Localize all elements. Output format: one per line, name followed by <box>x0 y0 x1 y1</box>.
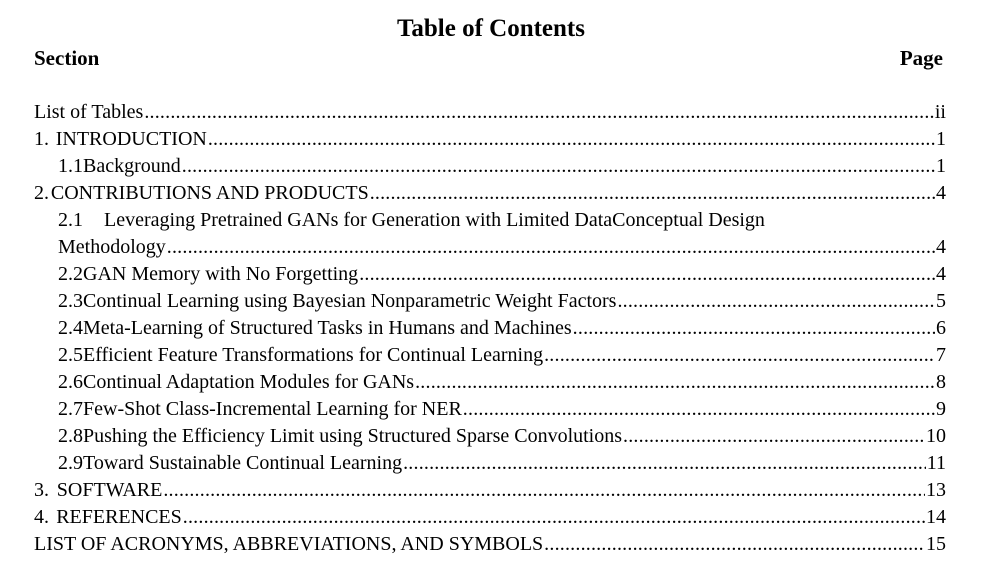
toc-entry-page: ii <box>934 101 946 123</box>
page-title: Table of Contents <box>397 15 585 42</box>
toc-entry-number: 2.7 <box>58 398 83 420</box>
toc-entry-page: 11 <box>926 452 946 474</box>
toc-entry-meta-learning[interactable] <box>0 315 989 342</box>
toc-entry-page: 10 <box>926 425 946 447</box>
toc-entry-title: SOFTWARE <box>56 479 163 501</box>
toc-entry-page: 9 <box>936 398 946 420</box>
toc-entry-page: 6 <box>936 317 946 339</box>
toc-entry-contributions[interactable] <box>0 180 989 207</box>
dot-leader <box>403 450 926 477</box>
toc-entry-sustainable-continual-learning[interactable] <box>0 450 989 477</box>
toc-entry-title: CONTRIBUTIONS AND PRODUCTS <box>50 182 369 204</box>
toc-entry-page: 14 <box>926 506 946 528</box>
toc-list <box>0 99 989 558</box>
toc-entry-list-of-acronyms[interactable] <box>0 531 989 558</box>
dot-leader <box>463 396 935 423</box>
toc-entry-page: 4 <box>936 263 946 285</box>
toc-entry-leveraging-pretrained-gans[interactable] <box>0 207 989 261</box>
toc-entry-title: Background <box>83 155 181 177</box>
toc-entry-page: 5 <box>936 290 946 312</box>
toc-entry-page: 4 <box>936 182 946 204</box>
toc-entry-title: GAN Memory with No Forgetting <box>83 263 359 285</box>
toc-entry-title: List of Tables <box>34 101 144 123</box>
page-column-header: Page <box>899 46 943 70</box>
toc-entry-page: 7 <box>936 344 946 366</box>
toc-entry-number: 4. <box>34 506 49 528</box>
toc-entry-efficient-feature-transformations[interactable] <box>0 342 989 369</box>
toc-entry-number: 2.5 <box>58 344 83 366</box>
dot-leader <box>359 261 935 288</box>
toc-entry-introduction[interactable] <box>0 126 989 153</box>
toc-entry-continual-learning-bayesian[interactable] <box>0 288 989 315</box>
toc-entry-number: 2.6 <box>58 371 83 393</box>
toc-entry-page: 8 <box>936 371 946 393</box>
toc-entry-number: 2. <box>34 182 49 204</box>
toc-entry-page: 4 <box>936 236 946 258</box>
toc-entry-references[interactable] <box>0 504 989 531</box>
toc-entry-number: 1. <box>34 128 49 150</box>
toc-entry-title: Toward Sustainable Continual Learning <box>83 452 403 474</box>
toc-entry-title: LIST OF ACRONYMS, ABBREVIATIONS, AND SYMBOLS <box>34 533 544 555</box>
toc-entry-title: Meta-Learning of Structured Tasks in Humans and Machines <box>83 317 572 339</box>
section-column-header: Section <box>34 46 100 70</box>
toc-entry-page: 13 <box>926 479 946 501</box>
toc-entry-title: INTRODUCTION <box>55 128 207 150</box>
toc-entry-first-line <box>58 207 765 234</box>
toc-entry-title: Pushing the Efficiency Limit using Structured Sparse Convolutions <box>83 425 623 447</box>
dot-leader <box>208 126 935 153</box>
dot-leader <box>182 153 935 180</box>
toc-entry-title-line1: Leveraging Pretrained GANs for Generation with Limited DataConceptual Design <box>104 209 765 231</box>
toc-entry-number: 2.2 <box>58 263 83 285</box>
toc-entry-title: Continual Learning using Bayesian Nonparametric Weight Factors <box>83 290 617 312</box>
dot-leader <box>544 342 935 369</box>
toc-entry-title-line2: Methodology <box>58 236 166 258</box>
toc-entry-number: 2.8 <box>58 425 83 447</box>
toc-entry-software[interactable] <box>0 477 989 504</box>
dot-leader <box>573 315 935 342</box>
dot-leader <box>167 234 935 261</box>
dot-leader <box>144 99 934 126</box>
toc-entry-page: 1 <box>936 155 946 177</box>
toc-entry-title: Continual Adaptation Modules for GANs <box>83 371 415 393</box>
toc-entry-number: 3. <box>34 479 49 501</box>
toc-entry-number: 2.4 <box>58 317 83 339</box>
dot-leader <box>544 531 925 558</box>
dot-leader <box>163 477 925 504</box>
toc-entry-list-of-tables[interactable] <box>0 99 989 126</box>
toc-entry-structured-sparse-convolutions[interactable] <box>0 423 989 450</box>
toc-entry-page: 15 <box>926 533 946 555</box>
dot-leader <box>623 423 925 450</box>
toc-entry-few-shot-ner[interactable] <box>0 396 989 423</box>
toc-entry-number: 2.1 <box>58 209 83 231</box>
toc-entry-page: 1 <box>936 128 946 150</box>
toc-entry-background[interactable] <box>0 153 989 180</box>
dot-leader <box>183 504 925 531</box>
dot-leader <box>370 180 935 207</box>
toc-entry-continual-adaptation-modules[interactable] <box>0 369 989 396</box>
toc-entry-title: Few-Shot Class-Incremental Learning for NER <box>83 398 462 420</box>
toc-entry-number: 2.3 <box>58 290 83 312</box>
toc-entry-number: 1.1 <box>58 155 83 177</box>
toc-entry-gan-memory[interactable] <box>0 261 989 288</box>
toc-entry-number: 2.9 <box>58 452 83 474</box>
toc-entry-title: Efficient Feature Transformations for Continual Learning <box>83 344 544 366</box>
dot-leader <box>617 288 935 315</box>
dot-leader <box>415 369 935 396</box>
toc-entry-title: REFERENCES <box>56 506 182 528</box>
